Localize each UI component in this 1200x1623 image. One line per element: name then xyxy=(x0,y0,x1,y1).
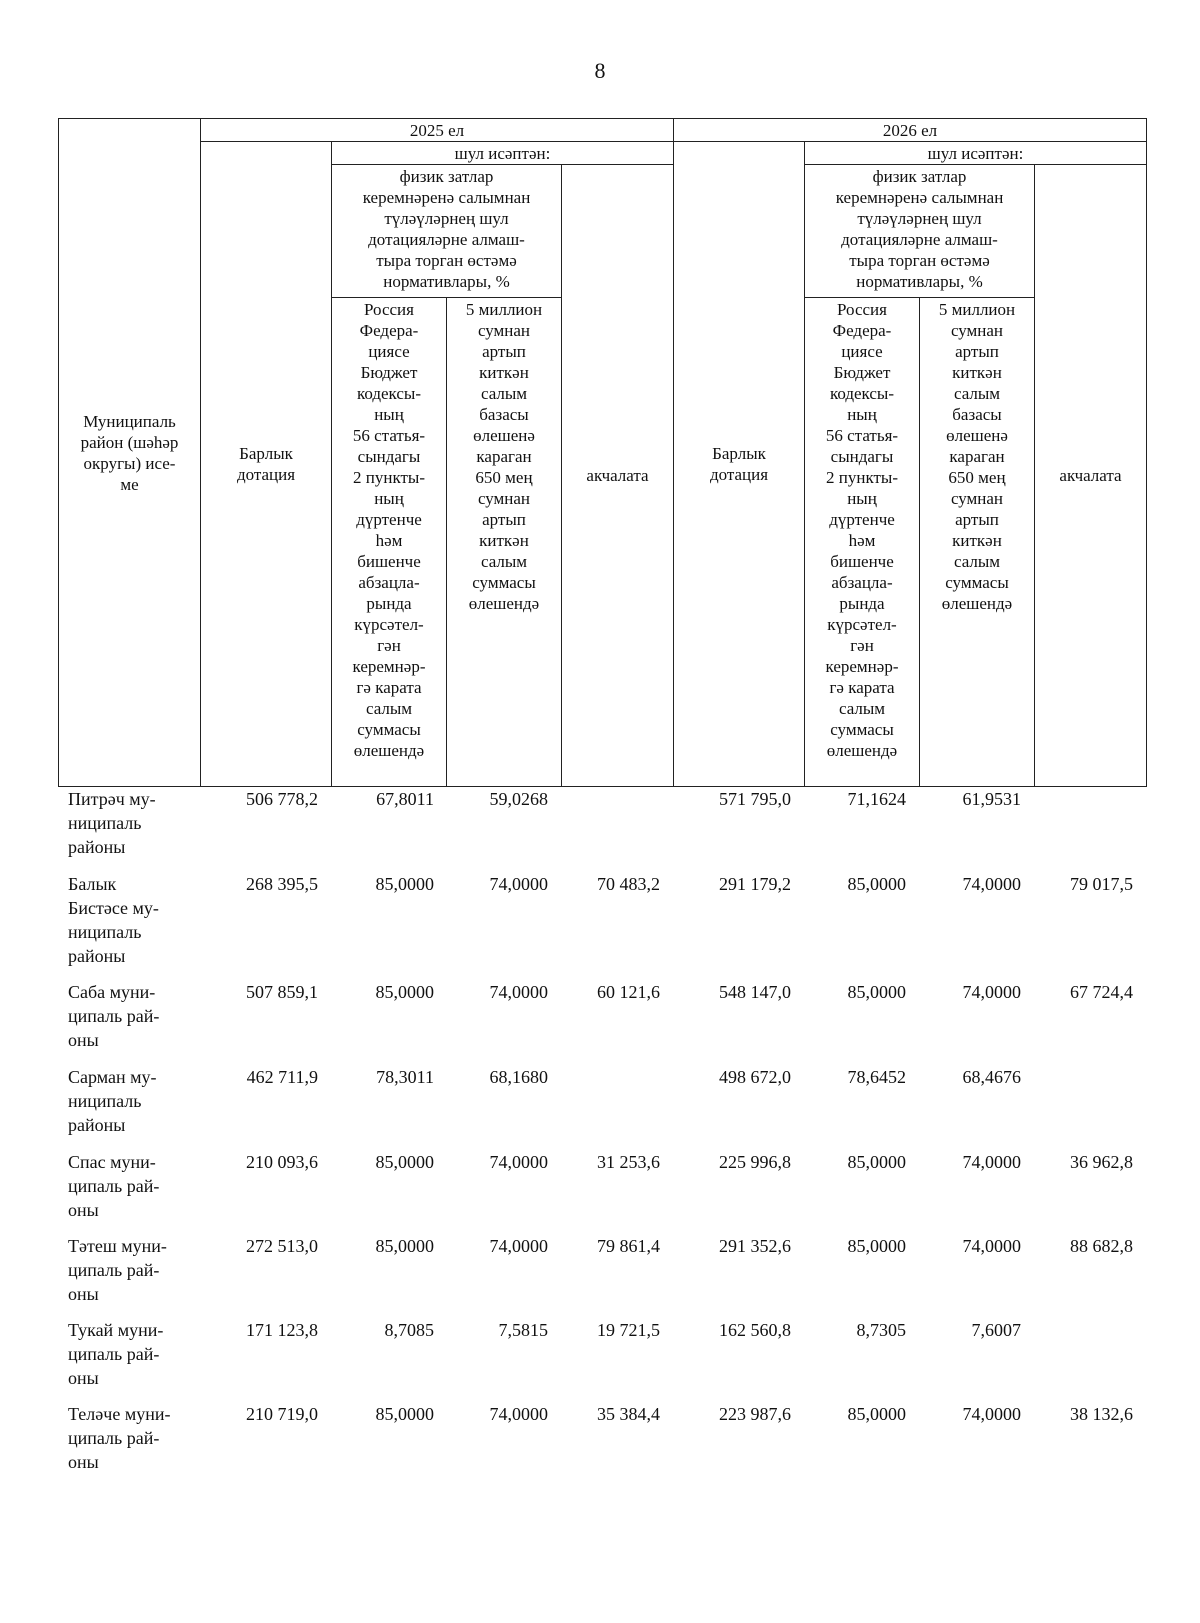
cell-budget-code-2026: 85,0000 xyxy=(847,1236,906,1256)
cell-money-2026: 67 724,4 xyxy=(1070,982,1133,1002)
cell-budget-code-2025: 78,3011 xyxy=(376,1067,434,1087)
cell-budget-code-2025: 85,0000 xyxy=(375,874,434,894)
cell-5mln-2026: 74,0000 xyxy=(962,874,1021,894)
district-name: Балык Бистәсе му- ниципаль районы xyxy=(68,874,159,966)
header-money-2025: акчалата xyxy=(561,164,674,787)
cell-budget-code-2026: 71,1624 xyxy=(847,789,906,809)
district-name: Питрәч му- ниципаль районы xyxy=(68,789,156,857)
cell-money-2026: 38 132,6 xyxy=(1070,1404,1133,1424)
cell-total-2025: 268 395,5 xyxy=(246,874,318,894)
cell-money-2025: 60 121,6 xyxy=(597,982,660,1002)
header-total-dotation-2026: Барлык дотация xyxy=(673,141,805,787)
cell-budget-code-2026: 85,0000 xyxy=(847,982,906,1002)
header-total-dotation-2025: Барлык дотация xyxy=(200,141,332,787)
cell-5mln-2026: 74,0000 xyxy=(962,1404,1021,1424)
cell-5mln-2026: 74,0000 xyxy=(962,1236,1021,1256)
cell-budget-code-2026: 85,0000 xyxy=(847,1404,906,1424)
cell-total-2025: 210 093,6 xyxy=(246,1152,318,1172)
cell-5mln-2025: 59,0268 xyxy=(489,789,548,809)
cell-budget-code-2025: 8,7085 xyxy=(384,1320,434,1340)
cell-5mln-2025: 74,0000 xyxy=(489,982,548,1002)
cell-total-2025: 171 123,8 xyxy=(246,1320,318,1340)
cell-money-2025: 35 384,4 xyxy=(597,1404,660,1424)
header-including-2025: шул исәптән: xyxy=(331,141,674,165)
cell-money-2026: 36 962,8 xyxy=(1070,1152,1133,1172)
cell-budget-code-2026: 78,6452 xyxy=(847,1067,906,1087)
cell-money-2025: 31 253,6 xyxy=(597,1152,660,1172)
cell-total-2026: 498 672,0 xyxy=(719,1067,791,1087)
cell-budget-code-2026: 85,0000 xyxy=(847,874,906,894)
cell-total-2026: 291 352,6 xyxy=(719,1236,791,1256)
cell-budget-code-2025: 85,0000 xyxy=(375,982,434,1002)
cell-5mln-2025: 74,0000 xyxy=(489,1152,548,1172)
district-name: Тәтеш муни- ципаль рай- оны xyxy=(68,1236,167,1304)
district-name: Тукай муни- ципаль рай- оны xyxy=(68,1320,164,1388)
cell-money-2025: 70 483,2 xyxy=(597,874,660,894)
district-name: Сарман му- ниципаль районы xyxy=(68,1067,157,1135)
district-name: Саба муни- ципаль рай- оны xyxy=(68,982,160,1050)
header-normatives-2025: физик затлар керемнәренә салымнан түләүләрнең шул дотацияләрне алмаш- тыра торган өстәмә нормативлары, % xyxy=(331,164,562,298)
cell-budget-code-2025: 85,0000 xyxy=(375,1404,434,1424)
cell-budget-code-2026: 8,7305 xyxy=(856,1320,906,1340)
cell-budget-code-2025: 85,0000 xyxy=(375,1152,434,1172)
cell-total-2026: 225 996,8 xyxy=(719,1152,791,1172)
header-5mln-2026: 5 миллион сумнан артып киткән салым базасы өлешенә караган 650 мең сумнан артып киткән салым суммасы өлешендә xyxy=(919,297,1035,787)
header-budget-code-2025: Россия Федера- циясе Бюджет кодексы- ның 56 статья- сындагы 2 пункты- ның дүртенче һәм бишенче абзацла- рында күрсәтел- гән керемнәр- гә карата салым суммасы өлешендә xyxy=(331,297,447,787)
cell-total-2025: 507 859,1 xyxy=(246,982,318,1002)
cell-total-2026: 162 560,8 xyxy=(719,1320,791,1340)
cell-5mln-2026: 61,9531 xyxy=(962,789,1021,809)
header-5mln-2025: 5 миллион сумнан артып киткән салым базасы өлешенә караган 650 мең сумнан артып киткән салым суммасы өлешендә xyxy=(446,297,562,787)
cell-money-2025: 79 861,4 xyxy=(597,1236,660,1256)
cell-money-2026: 79 017,5 xyxy=(1070,874,1133,894)
cell-5mln-2026: 74,0000 xyxy=(962,1152,1021,1172)
header-budget-code-2026: Россия Федера- циясе Бюджет кодексы- ның 56 статья- сындагы 2 пункты- ның дүртенче һәм бишенче абзацла- рында күрсәтел- гән керемнәр- гә карата салым суммасы өлешендә xyxy=(804,297,920,787)
cell-5mln-2025: 7,5815 xyxy=(498,1320,548,1340)
cell-total-2025: 210 719,0 xyxy=(246,1404,318,1424)
cell-total-2026: 571 795,0 xyxy=(719,789,791,809)
cell-money-2026: 88 682,8 xyxy=(1070,1236,1133,1256)
district-name: Теләче муни- ципаль рай- оны xyxy=(68,1404,171,1472)
header-name-column: Муниципаль район (шәһәр округы) исе- ме xyxy=(58,118,201,787)
cell-5mln-2025: 74,0000 xyxy=(489,874,548,894)
cell-5mln-2026: 68,4676 xyxy=(962,1067,1021,1087)
cell-5mln-2025: 68,1680 xyxy=(489,1067,548,1087)
cell-5mln-2026: 7,6007 xyxy=(971,1320,1021,1340)
cell-money-2025: 19 721,5 xyxy=(597,1320,660,1340)
district-name: Спас муни- ципаль рай- оны xyxy=(68,1152,160,1220)
cell-budget-code-2026: 85,0000 xyxy=(847,1152,906,1172)
cell-5mln-2025: 74,0000 xyxy=(489,1404,548,1424)
header-normatives-2026: физик затлар керемнәренә салымнан түләүләрнең шул дотацияләрне алмаш- тыра торган өстәмә нормативлары, % xyxy=(804,164,1035,298)
header-year-2026: 2026 ел xyxy=(673,118,1147,142)
page-number: 8 xyxy=(594,58,606,83)
cell-total-2026: 223 987,6 xyxy=(719,1404,791,1424)
header-money-2026: акчалата xyxy=(1034,164,1147,787)
header-year-2025: 2025 ел xyxy=(200,118,674,142)
cell-total-2025: 506 778,2 xyxy=(246,789,318,809)
cell-total-2025: 462 711,9 xyxy=(246,1067,318,1087)
cell-budget-code-2025: 67,8011 xyxy=(376,789,434,809)
cell-total-2026: 548 147,0 xyxy=(719,982,791,1002)
cell-total-2026: 291 179,2 xyxy=(719,874,791,894)
header-including-2026: шул исәптән: xyxy=(804,141,1147,165)
cell-total-2025: 272 513,0 xyxy=(246,1236,318,1256)
cell-budget-code-2025: 85,0000 xyxy=(375,1236,434,1256)
cell-5mln-2025: 74,0000 xyxy=(489,1236,548,1256)
cell-5mln-2026: 74,0000 xyxy=(962,982,1021,1002)
